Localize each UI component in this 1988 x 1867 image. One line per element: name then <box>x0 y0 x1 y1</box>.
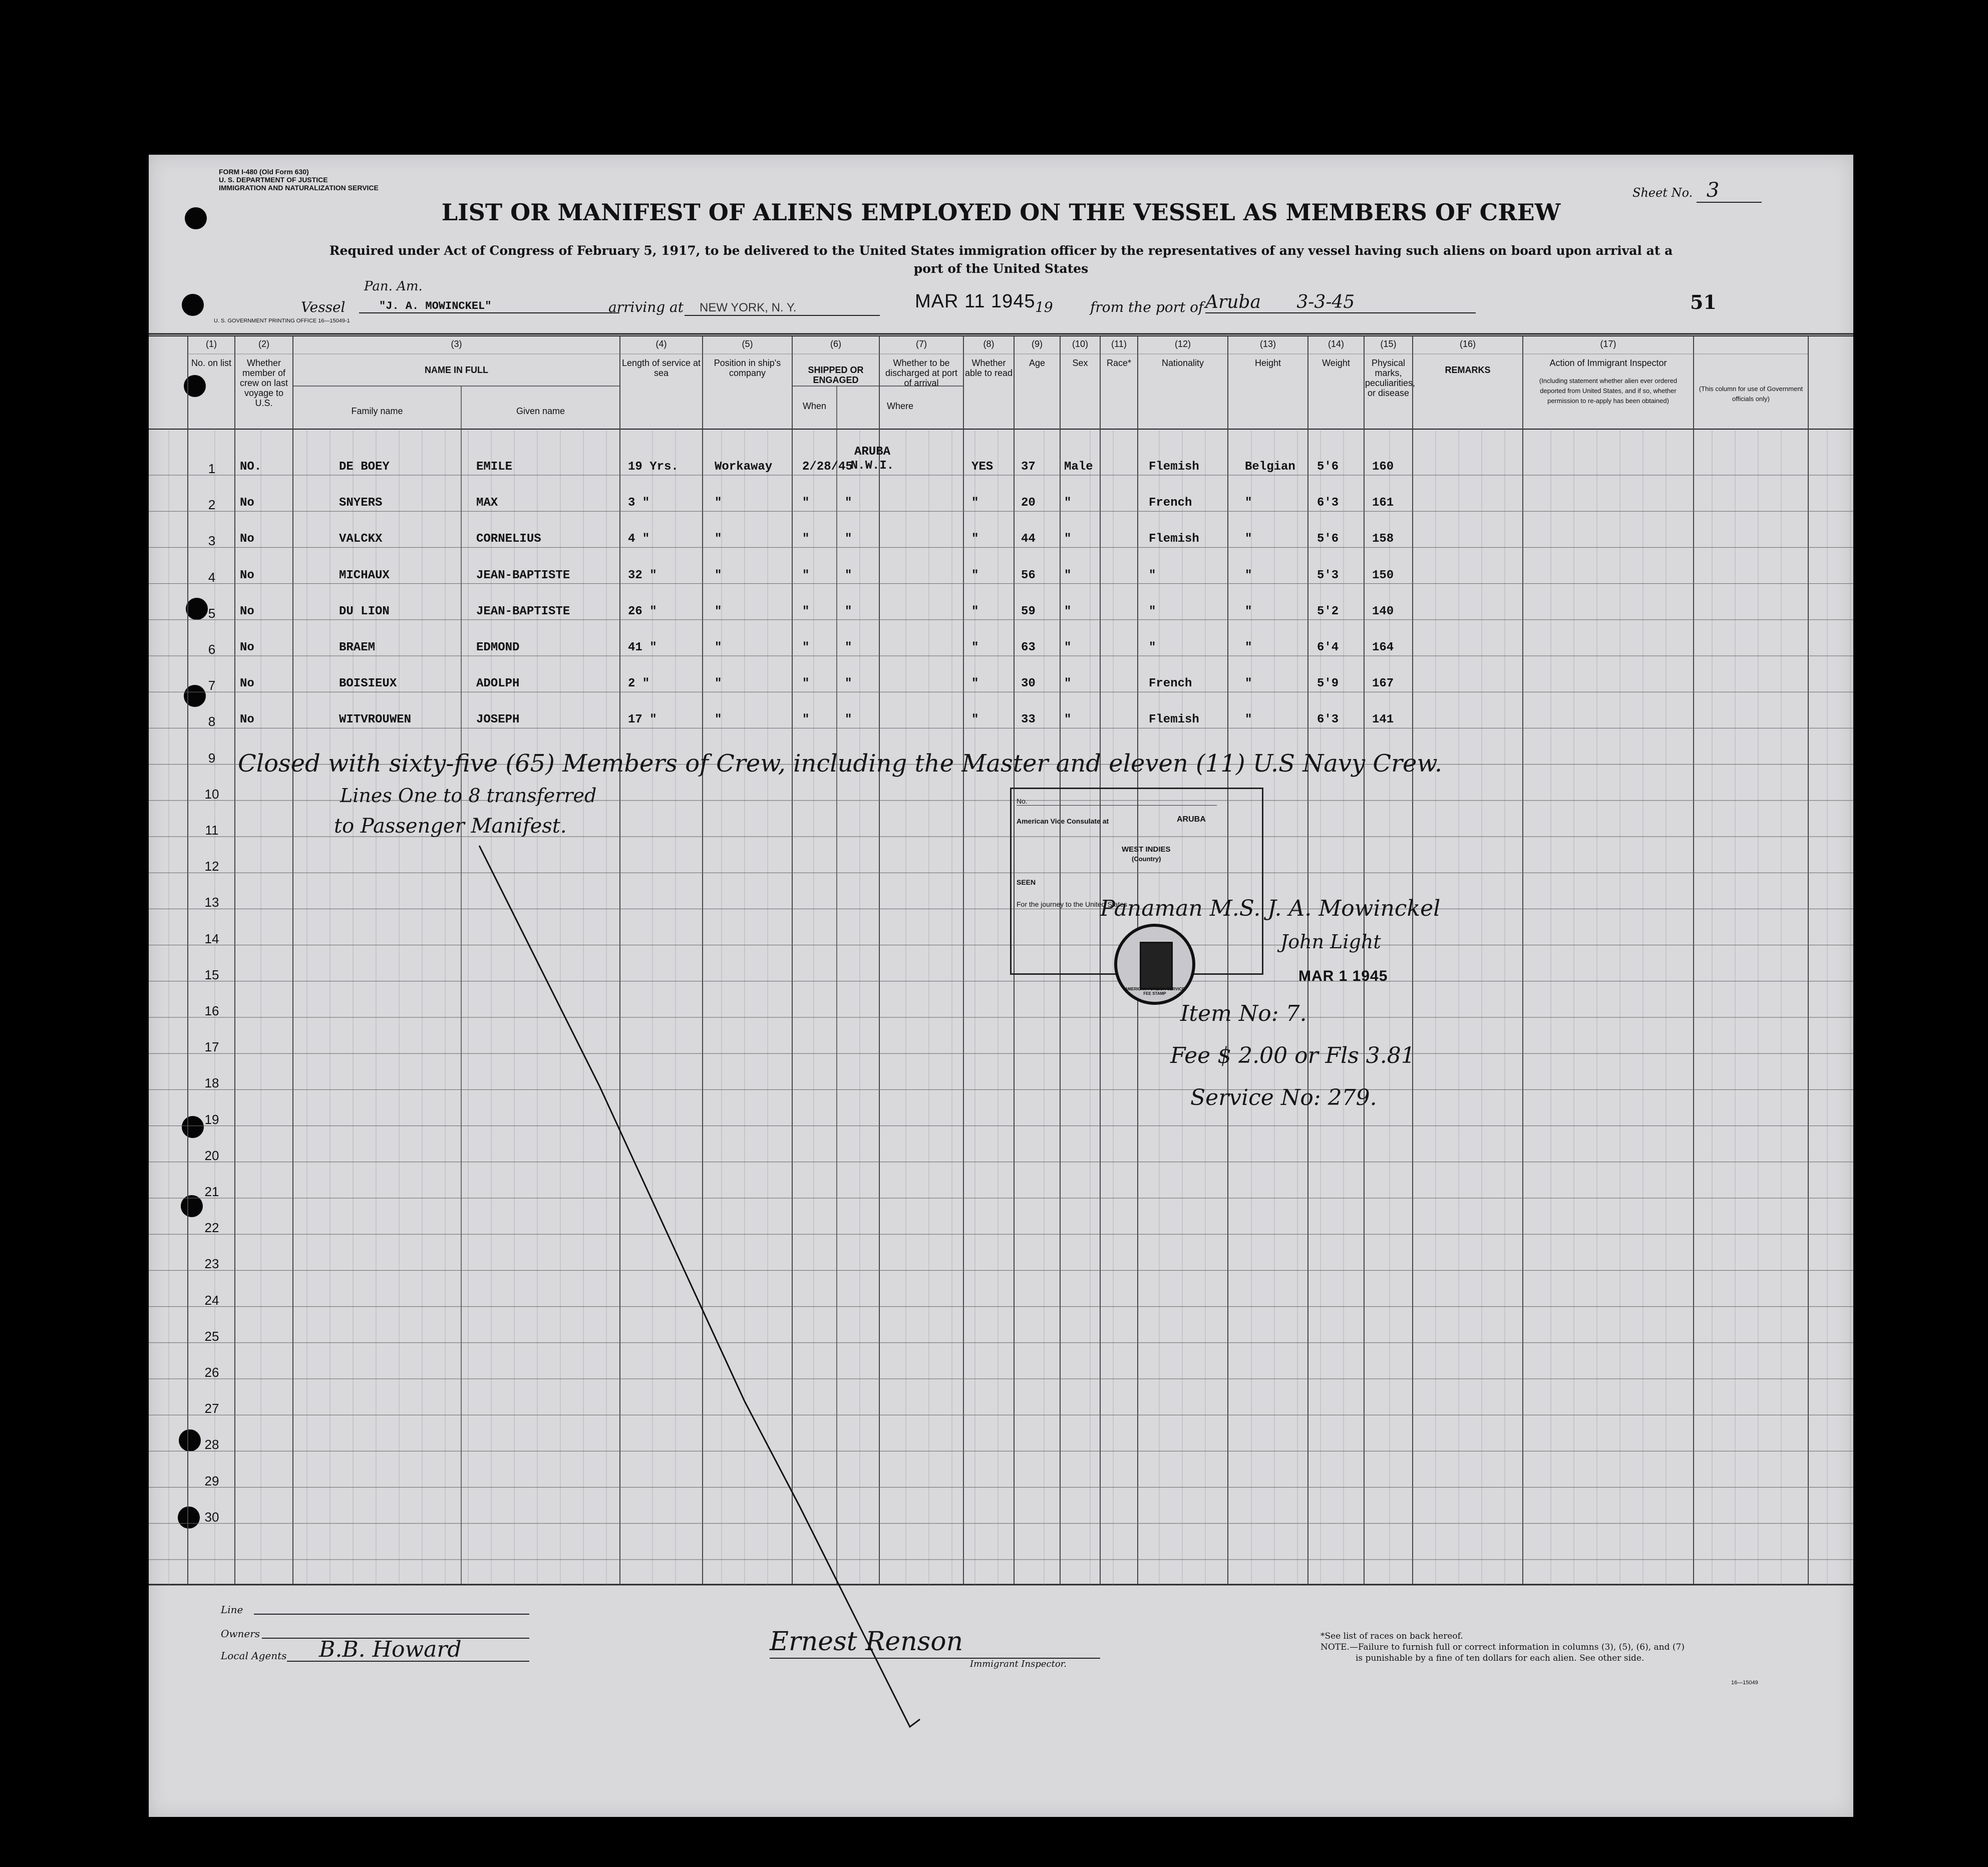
position-cell: " <box>715 641 722 654</box>
race-cell: Flemish <box>1149 713 1199 727</box>
column-number: (8) <box>983 339 995 349</box>
shipped-when-cell: " <box>802 568 810 582</box>
shipped-when-cell: " <box>802 532 810 546</box>
transfer-note-line-1: Lines One to 8 transferred <box>340 785 597 807</box>
row-number: 23 <box>204 1256 219 1272</box>
action-note: (This column for use of Government officials only) <box>1699 385 1803 403</box>
nationality-cell: " <box>1245 713 1252 727</box>
note-line-2: is punishable by a fine of ten dollars for each alien. See other side. <box>1356 1653 1644 1663</box>
column-header: Whether able to read <box>964 358 1013 378</box>
page-number: 51 <box>1690 291 1717 313</box>
column-number: (2) <box>258 339 269 349</box>
given-name-cell: JOSEPH <box>476 713 520 727</box>
inspector-label: Immigrant Inspector. <box>970 1659 1067 1669</box>
row-number: 10 <box>204 786 219 802</box>
service-length-cell: 26 " <box>628 604 657 618</box>
family-name-cell: BOISIEUX <box>339 677 397 691</box>
race-cell: Flemish <box>1149 532 1199 546</box>
column-header: Sex <box>1072 358 1088 368</box>
last-voyage-cell: No <box>240 496 254 510</box>
height-cell: 6'4 <box>1317 641 1339 654</box>
position-cell: " <box>715 604 722 618</box>
able-to-read-cell: " <box>971 568 979 582</box>
row-number: 18 <box>204 1075 219 1091</box>
service-length-cell: 3 " <box>628 496 650 510</box>
arrival-date-stamp: MAR 11 1945 <box>915 291 1036 312</box>
line-field <box>254 1614 529 1615</box>
height-cell: 5'3 <box>1317 568 1339 582</box>
row-number: 14 <box>204 931 219 946</box>
row-number: 4 <box>208 569 216 585</box>
service-length-cell: 41 " <box>628 641 657 654</box>
row-number: 3 <box>208 533 216 549</box>
row-number: 25 <box>204 1328 219 1344</box>
fee-amount: Fee $ 2.00 or Fls 3.81 <box>1170 1043 1415 1068</box>
shipped-where-cell: " <box>845 677 852 691</box>
column-number: (11) <box>1111 339 1127 349</box>
line-label: Line <box>221 1604 243 1616</box>
shipped-where-cell: " <box>845 604 852 618</box>
age-cell: 59 <box>1021 604 1036 618</box>
seen-label: SEEN <box>1017 878 1036 886</box>
column-number: (17) <box>1600 339 1616 349</box>
manifest-sheet <box>149 155 1853 1817</box>
sex-cell: Male <box>1064 460 1093 474</box>
column-number: (15) <box>1380 339 1397 349</box>
column-number: (4) <box>655 339 667 349</box>
row-number: 29 <box>204 1473 219 1488</box>
able-to-read-cell: " <box>971 713 979 727</box>
able-to-read-cell: " <box>971 496 979 510</box>
given-name-cell: EDMOND <box>476 641 520 654</box>
vessel-label: Vessel <box>301 299 346 315</box>
race-cell: French <box>1149 677 1192 691</box>
where-header: Where <box>886 401 913 411</box>
column-number: (13) <box>1259 339 1276 349</box>
row-number: 27 <box>204 1401 219 1416</box>
height-cell: 6'3 <box>1317 713 1339 727</box>
row-number: 26 <box>204 1365 219 1380</box>
race-cell: " <box>1149 641 1156 654</box>
able-to-read-cell: YES <box>971 460 993 474</box>
column-header: Race* <box>1106 358 1132 368</box>
department: U. S. DEPARTMENT OF JUSTICE <box>219 176 328 184</box>
height-cell: 5'9 <box>1317 677 1339 691</box>
consulate-city: ARUBA <box>1177 815 1206 824</box>
column-header: Whether member of crew on last voyage to U.S. <box>239 358 288 408</box>
column-header: REMARKS <box>1445 365 1491 375</box>
family-name-cell: WITVROUWEN <box>339 713 412 727</box>
age-cell: 33 <box>1021 713 1036 727</box>
row-number: 7 <box>208 678 216 693</box>
nationality-cell: " <box>1245 604 1252 618</box>
arriving-label: arriving at <box>608 299 684 315</box>
column-header: Height <box>1254 358 1281 368</box>
family-name-cell: VALCKX <box>339 532 383 546</box>
sex-cell: " <box>1064 496 1072 510</box>
row-number: 5 <box>208 605 216 621</box>
family-name-cell: SNYERS <box>339 496 383 510</box>
given-name-cell: MAX <box>476 496 498 510</box>
family-name-cell: DE BOEY <box>339 460 390 474</box>
age-cell: 56 <box>1021 568 1036 582</box>
vessel-name: "J. A. MOWINCKEL" <box>359 300 619 313</box>
given-name-cell: ADOLPH <box>476 677 520 691</box>
journey-label: For the journey to the United States <box>1017 900 1128 908</box>
height-cell: 5'6 <box>1317 460 1339 474</box>
row-number: 9 <box>208 750 216 766</box>
nationality-cell: " <box>1245 677 1252 691</box>
sex-cell: " <box>1064 568 1072 582</box>
column-number: (10) <box>1072 339 1088 349</box>
height-cell: 6'3 <box>1317 496 1339 510</box>
country-label: (Country) <box>1132 855 1161 863</box>
position-cell: " <box>715 532 722 546</box>
nationality-cell: " <box>1245 568 1252 582</box>
fee-stamp-icon <box>1140 942 1173 990</box>
column-number: (1) <box>206 339 217 349</box>
fee-stamp-text: AMERICAN FOREIGN SERVICE FEE STAMP <box>1125 987 1185 996</box>
shipped-when-cell: " <box>802 496 810 510</box>
age-cell: 30 <box>1021 677 1036 691</box>
row-number: 30 <box>204 1509 219 1525</box>
row-number: 12 <box>204 859 219 874</box>
from-label: from the port of <box>1090 299 1204 315</box>
shipped-where-cell: " <box>845 568 852 582</box>
footer-notes <box>1320 1631 1685 1664</box>
stamp-date: MAR 1 1945 <box>1298 968 1388 984</box>
nationality-cell: " <box>1245 532 1252 546</box>
row-number: 21 <box>204 1184 219 1199</box>
weight-cell: 141 <box>1372 713 1394 727</box>
sex-cell: " <box>1064 532 1072 546</box>
column-header: No. on list <box>191 358 232 368</box>
transfer-note-line-2: to Passenger Manifest. <box>334 815 567 838</box>
row-number: 11 <box>205 823 219 838</box>
consulate-region: WEST INDIES <box>1122 845 1171 854</box>
height-cell: 5'6 <box>1317 532 1339 546</box>
column-number: (9) <box>1032 339 1043 349</box>
subtitle-line-1: Required under Act of Congress of February 5, 1917, to be delivered to the United States immigration officer by the representatives of any vessel having such aliens on board upon arrival at a <box>329 243 1673 258</box>
column-number: (7) <box>916 339 927 349</box>
row-number: 19 <box>204 1111 219 1127</box>
row-number: 2 <box>208 497 216 513</box>
race-cell: " <box>1149 568 1156 582</box>
form-id: FORM I-480 (Old Form 630) <box>219 168 309 176</box>
last-voyage-cell: No <box>240 713 254 727</box>
given-name-cell: CORNELIUS <box>476 532 541 546</box>
row-number: 16 <box>204 1003 219 1018</box>
service-length-cell: 19 Yrs. <box>628 460 679 474</box>
agents-label: Local Agents <box>221 1650 287 1662</box>
sheet-no: 3 <box>1697 179 1762 203</box>
family-name-cell: BRAEM <box>339 641 376 654</box>
fee-stamp-seal <box>1114 924 1195 1005</box>
shipped-where-cell: " <box>845 496 852 510</box>
shipped-where-cell: " <box>845 641 852 654</box>
weight-cell: 161 <box>1372 496 1394 510</box>
able-to-read-cell: " <box>971 532 979 546</box>
service-length-cell: 32 " <box>628 568 657 582</box>
age-cell: 20 <box>1021 496 1036 510</box>
nationality-cell: Belgian <box>1245 460 1295 474</box>
from-port: Aruba <box>1205 292 1261 312</box>
shipped-when-cell: " <box>802 641 810 654</box>
shipped-when-cell: " <box>802 604 810 618</box>
weight-cell: 167 <box>1372 677 1394 691</box>
last-voyage-cell: No <box>240 677 254 691</box>
race-cell: Flemish <box>1149 460 1199 474</box>
weight-cell: 158 <box>1372 532 1394 546</box>
sex-cell: " <box>1064 641 1072 654</box>
row-number: 20 <box>204 1148 219 1163</box>
service-length-cell: 4 " <box>628 532 650 546</box>
row-number: 22 <box>204 1220 219 1236</box>
position-cell: " <box>715 677 722 691</box>
family-name-cell: MICHAUX <box>339 568 390 582</box>
sex-cell: " <box>1064 604 1072 618</box>
remarks-note: (Including statement whether alien ever ordered deported from United States, and if so, whether permission to re-apply has been obtained) <box>1539 377 1678 405</box>
position-cell: " <box>715 568 722 582</box>
weight-cell: 164 <box>1372 641 1394 654</box>
sheet-no-label: Sheet No. <box>1632 186 1693 200</box>
nationality-cell: " <box>1245 641 1252 654</box>
when-header: When <box>802 401 827 411</box>
weight-cell: 140 <box>1372 604 1394 618</box>
subtitle-line-2: port of the United States <box>913 261 1089 276</box>
inspector-signature: Ernest Renson <box>770 1627 963 1657</box>
shipped-when-cell: 2/28/45 <box>802 460 853 474</box>
row-number: 15 <box>204 967 219 982</box>
column-header: Whether to be discharged at port of arrival <box>885 358 958 388</box>
race-cell: French <box>1149 496 1192 510</box>
age-cell: 44 <box>1021 532 1036 546</box>
last-voyage-cell: NO. <box>240 460 262 474</box>
service-length-cell: 17 " <box>628 713 657 727</box>
column-number: (6) <box>830 339 841 349</box>
nationality-cell: " <box>1245 496 1252 510</box>
sex-cell: " <box>1064 677 1072 691</box>
shipped-where-cell: " <box>845 713 852 727</box>
able-to-read-cell: " <box>971 641 979 654</box>
able-to-read-cell: " <box>971 677 979 691</box>
column-number: (3) <box>451 339 462 349</box>
row-number: 24 <box>204 1292 219 1308</box>
position-cell: " <box>715 496 722 510</box>
form-code: 16—15049 <box>1731 1680 1758 1686</box>
column-number: (16) <box>1459 339 1476 349</box>
service-name: IMMIGRATION AND NATURALIZATION SERVICE <box>219 184 379 192</box>
column-header: Action of Immigrant Inspector <box>1549 358 1667 368</box>
column-header: Weight <box>1322 358 1350 368</box>
shipped-when-cell: " <box>802 713 810 727</box>
note-line-1: NOTE.—Failure to furnish full or correct information in columns (3), (5), (6), and (7) <box>1320 1642 1685 1652</box>
row-number: 1 <box>208 461 216 476</box>
column-number: (14) <box>1328 339 1344 349</box>
row-number: 8 <box>208 714 216 729</box>
last-voyage-cell: No <box>240 604 254 618</box>
printer-note: U. S. GOVERNMENT PRINTING OFFICE 16—15049-1 <box>214 318 350 324</box>
last-voyage-cell: No <box>240 568 254 582</box>
strike-through-line <box>149 155 1853 1817</box>
age-cell: 37 <box>1021 460 1036 474</box>
row-number: 6 <box>208 642 216 657</box>
given-name-cell: EMILE <box>476 460 513 474</box>
page-title: LIST OR MANIFEST OF ALIENS EMPLOYED ON THE VESSEL AS MEMBERS OF CREW <box>441 199 1561 226</box>
consul-signature: John Light <box>1280 931 1381 953</box>
column-header: NAME IN FULL <box>425 365 488 375</box>
column-header: Nationality <box>1161 358 1204 368</box>
owners-label: Owners <box>221 1628 260 1640</box>
column-header: SHIPPED OR ENGAGED <box>808 365 864 385</box>
shipped-where-cell: " <box>845 532 852 546</box>
column-header: Length of service at sea <box>621 358 701 378</box>
family-name-cell: DU LION <box>339 604 390 618</box>
age-cell: 63 <box>1021 641 1036 654</box>
vessel-flag-note: Pan. Am. <box>364 279 423 294</box>
agents-signature: B.B. Howard <box>319 1637 462 1662</box>
position-cell: Workaway <box>715 460 773 474</box>
row-number: 28 <box>204 1437 219 1452</box>
last-voyage-cell: No <box>240 532 254 546</box>
stamp-vessel-handwritten: Panaman M.S. J. A. Mowinckel <box>1100 896 1441 921</box>
column-number: (12) <box>1174 339 1191 349</box>
position-cell: " <box>715 713 722 727</box>
family-name-header: Family name <box>351 406 403 416</box>
column-header: Position in ship's company <box>714 358 781 378</box>
last-voyage-cell: No <box>240 641 254 654</box>
arriving-port: NEW YORK, N. Y. <box>685 301 880 316</box>
given-name-cell: JEAN-BAPTISTE <box>476 604 570 618</box>
given-name-header: Given name <box>516 406 565 416</box>
year-label: 19 <box>1035 299 1053 315</box>
consulate-label: American Vice Consulate at <box>1017 817 1109 825</box>
service-length-cell: 2 " <box>628 677 650 691</box>
given-name-cell: JEAN-BAPTISTE <box>476 568 570 582</box>
row-number: 17 <box>204 1039 219 1055</box>
races-note: *See list of races on back hereof. <box>1320 1631 1463 1641</box>
shipped-when-cell: " <box>802 677 810 691</box>
closing-note: Closed with sixty-five (65) Members of Crew, including the Master and eleven (11) U.S Navy Crew. <box>238 750 1443 778</box>
race-cell: " <box>1149 604 1156 618</box>
from-date: 3-3-45 <box>1296 292 1355 312</box>
service-no: Service No: 279. <box>1190 1085 1377 1110</box>
able-to-read-cell: " <box>971 604 979 618</box>
sex-cell: " <box>1064 713 1072 727</box>
weight-cell: 150 <box>1372 568 1394 582</box>
height-cell: 5'2 <box>1317 604 1339 618</box>
weight-cell: 160 <box>1372 460 1394 474</box>
row-number: 13 <box>204 895 219 910</box>
stamp-no-label: No. <box>1017 797 1217 806</box>
column-number: (5) <box>742 339 753 349</box>
column-header: Physical marks, peculiarities, or disease <box>1365 358 1416 398</box>
column-header: Age <box>1029 358 1046 368</box>
shipped-where-cell: ARUBA N.W.I. <box>850 445 894 473</box>
item-no: Item No: 7. <box>1180 1001 1307 1026</box>
